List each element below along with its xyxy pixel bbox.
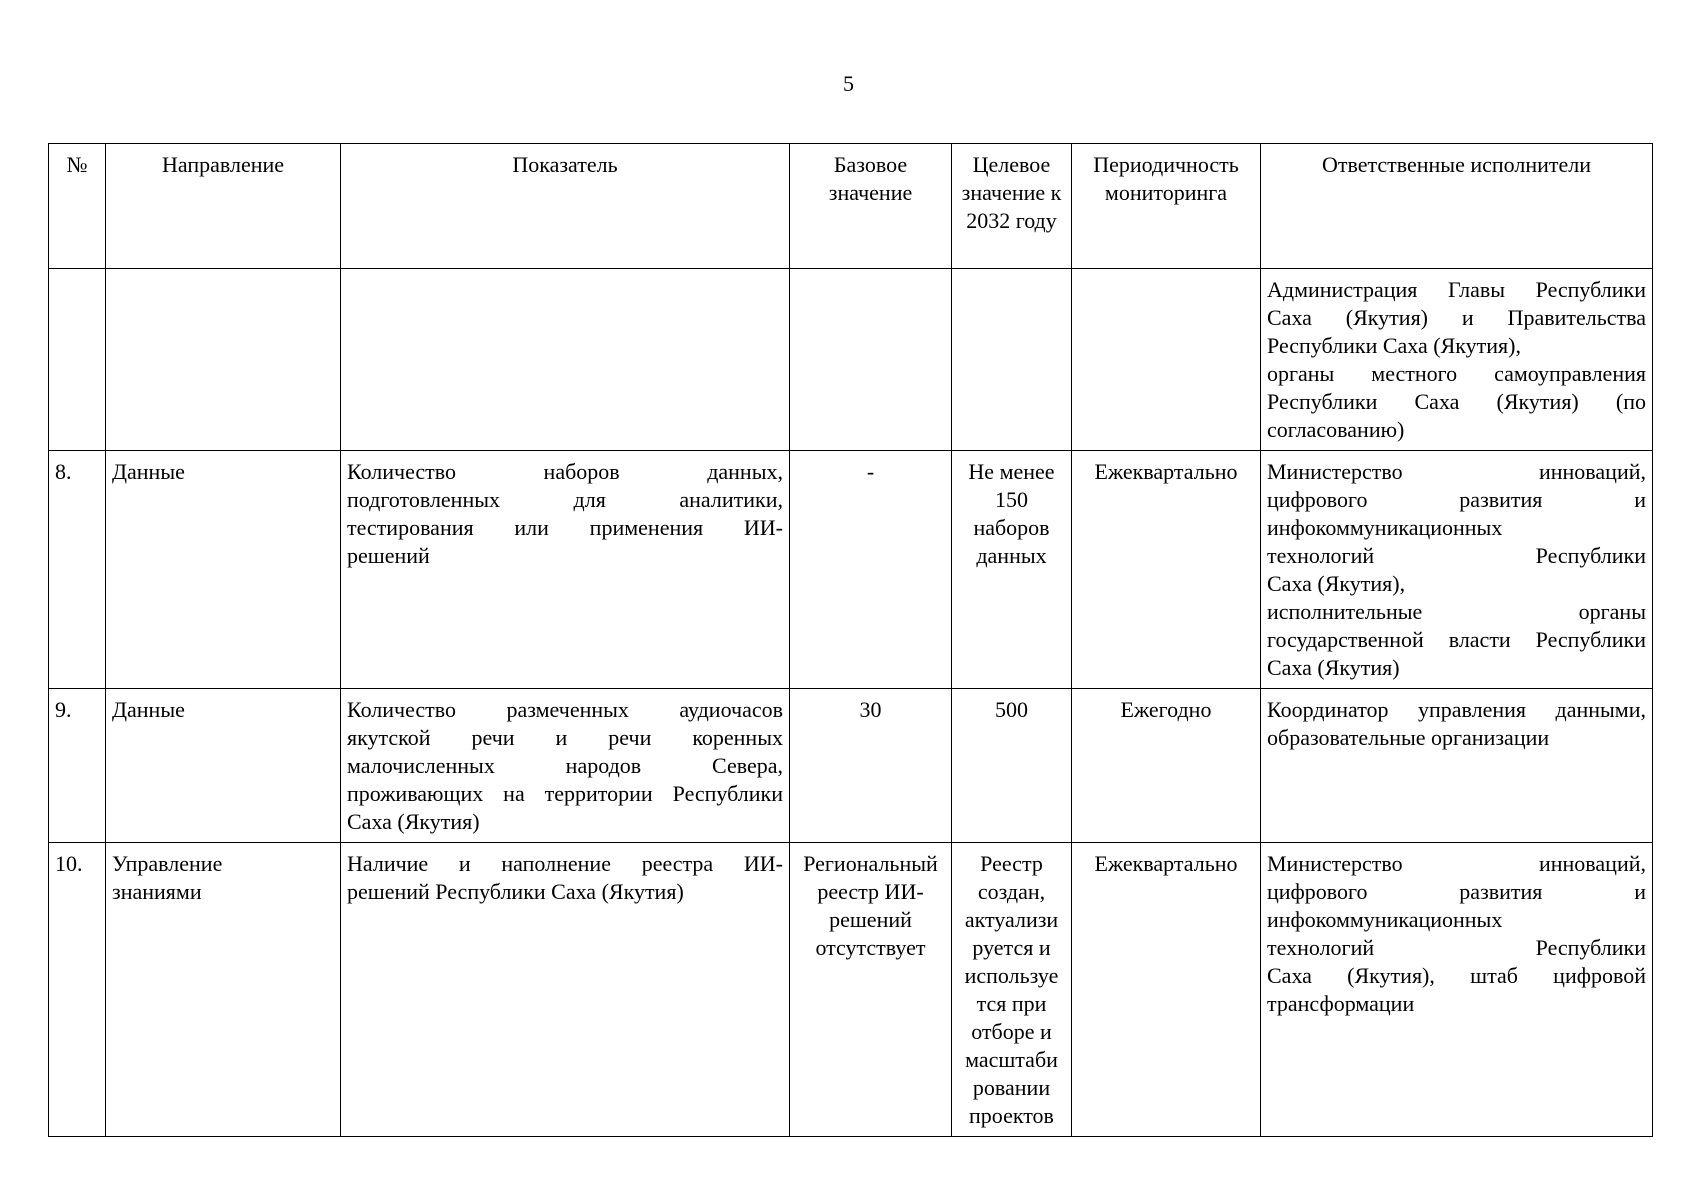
cell-direction	[106, 843, 341, 1137]
cell-periodicity	[1072, 269, 1261, 451]
text-line: Координатор управления данными,	[1267, 697, 1646, 722]
text-line: Региональный	[803, 851, 938, 876]
text-line: решений	[347, 543, 430, 568]
text-line: создан,	[977, 879, 1046, 904]
text-line: знаниями	[112, 879, 202, 904]
cell-target-value	[952, 451, 1072, 689]
cell-periodicity: Ежеквартально	[1072, 843, 1261, 1137]
text-line: технологий Республики	[1267, 543, 1646, 568]
header-target-value: Целевое значение к 2032 году	[952, 144, 1072, 269]
cell-direction: Данные	[106, 689, 341, 843]
cell-responsible	[1261, 843, 1653, 1137]
header-responsible: Ответственные исполнители	[1261, 144, 1653, 269]
text-line: согласованию)	[1267, 417, 1405, 442]
cell-direction	[106, 269, 341, 451]
text-line: ровании	[972, 1075, 1051, 1100]
text-line: 150	[995, 487, 1028, 512]
text-line: руется и	[972, 935, 1051, 960]
text-line: исполнительные органы	[1267, 599, 1646, 624]
header-base-value: Базовое значение	[790, 144, 952, 269]
cell-target-value: 500	[952, 689, 1072, 843]
cell-responsible	[1261, 451, 1653, 689]
cell-responsible	[1261, 269, 1653, 451]
text-line: государственной власти Республики	[1267, 627, 1646, 652]
table-row	[49, 451, 1653, 689]
text-line: трансформации	[1267, 991, 1415, 1016]
text-line: Администрация Главы Республики	[1267, 277, 1646, 302]
text-line: данных	[976, 543, 1047, 568]
cell-number	[49, 269, 106, 451]
text-line: Министерство инноваций,	[1267, 459, 1646, 484]
text-line: отборе и	[971, 1019, 1052, 1044]
text-line: Количество размеченных аудиочасов	[347, 697, 783, 722]
text-line: Министерство инноваций,	[1267, 851, 1646, 876]
text-line: Количество наборов данных,	[347, 459, 783, 484]
cell-base-value	[790, 843, 952, 1137]
text-line: проектов	[969, 1103, 1054, 1128]
cell-indicator	[341, 689, 790, 843]
text-line: Не менее	[968, 459, 1055, 484]
text-line: Саха (Якутия)	[1267, 655, 1400, 680]
text-line: инфокоммуникационных	[1267, 907, 1503, 932]
text-line: Саха (Якутия)	[347, 809, 480, 834]
cell-target-value	[952, 843, 1072, 1137]
text-line: тестирования или применения ИИ-	[347, 515, 783, 540]
text-line: масштаби	[965, 1047, 1058, 1072]
text-line: отсутствует	[815, 935, 926, 960]
text-line: органы местного самоуправления	[1267, 361, 1646, 386]
cell-indicator	[341, 843, 790, 1137]
text-line: Саха (Якутия) и Правительства	[1267, 305, 1646, 330]
text-line: якутской речи и речи коренных	[347, 725, 783, 750]
table-header-row	[49, 144, 1653, 269]
text-line: Реестр	[980, 851, 1043, 876]
header-periodicity: Периодичность мониторинга	[1072, 144, 1261, 269]
cell-number: 8.	[49, 451, 106, 689]
text-line: реестр ИИ-	[817, 879, 924, 904]
text-line: Управление	[112, 851, 223, 876]
cell-indicator	[341, 269, 790, 451]
text-line: наборов	[973, 515, 1050, 540]
cell-periodicity: Ежегодно	[1072, 689, 1261, 843]
cell-base-value	[790, 269, 952, 451]
cell-target-value	[952, 269, 1072, 451]
text-line: решений Республики Саха (Якутия)	[347, 879, 684, 904]
table-row	[49, 689, 1653, 843]
text-line: цифрового развития и	[1267, 879, 1646, 904]
text-line: инфокоммуникационных	[1267, 515, 1503, 540]
text-line: Наличие и наполнение реестра ИИ-	[347, 851, 783, 876]
cell-number: 10.	[49, 843, 106, 1137]
text-line: проживающих на территории Республики	[347, 781, 783, 806]
text-line: тся при	[976, 991, 1047, 1016]
header-indicator: Показатель	[341, 144, 790, 269]
cell-base-value: 30	[790, 689, 952, 843]
text-line: используе	[964, 963, 1059, 988]
indicators-table	[48, 143, 1653, 1137]
text-line: Республики Саха (Якутия) (по	[1267, 389, 1646, 414]
header-direction: Направление	[106, 144, 341, 269]
text-line: технологий Республики	[1267, 935, 1646, 960]
table-row	[49, 269, 1653, 451]
text-line: малочисленных народов Севера,	[347, 753, 783, 778]
cell-direction: Данные	[106, 451, 341, 689]
page-number: 5	[843, 71, 854, 96]
text-line: решений	[829, 907, 912, 932]
cell-number: 9.	[49, 689, 106, 843]
table-row	[49, 843, 1653, 1137]
text-line: подготовленных для аналитики,	[347, 487, 783, 512]
cell-indicator	[341, 451, 790, 689]
text-line: образовательные организации	[1267, 725, 1550, 750]
text-line: Саха (Якутия), штаб цифровой	[1267, 963, 1646, 988]
header-number: №	[49, 144, 106, 269]
text-line: цифрового развития и	[1267, 487, 1646, 512]
cell-base-value: -	[790, 451, 952, 689]
text-line: актуализи	[964, 907, 1059, 932]
cell-periodicity: Ежеквартально	[1072, 451, 1261, 689]
cell-responsible	[1261, 689, 1653, 843]
text-line: Республики Саха (Якутия),	[1267, 333, 1521, 358]
text-line: Саха (Якутия),	[1267, 571, 1406, 596]
